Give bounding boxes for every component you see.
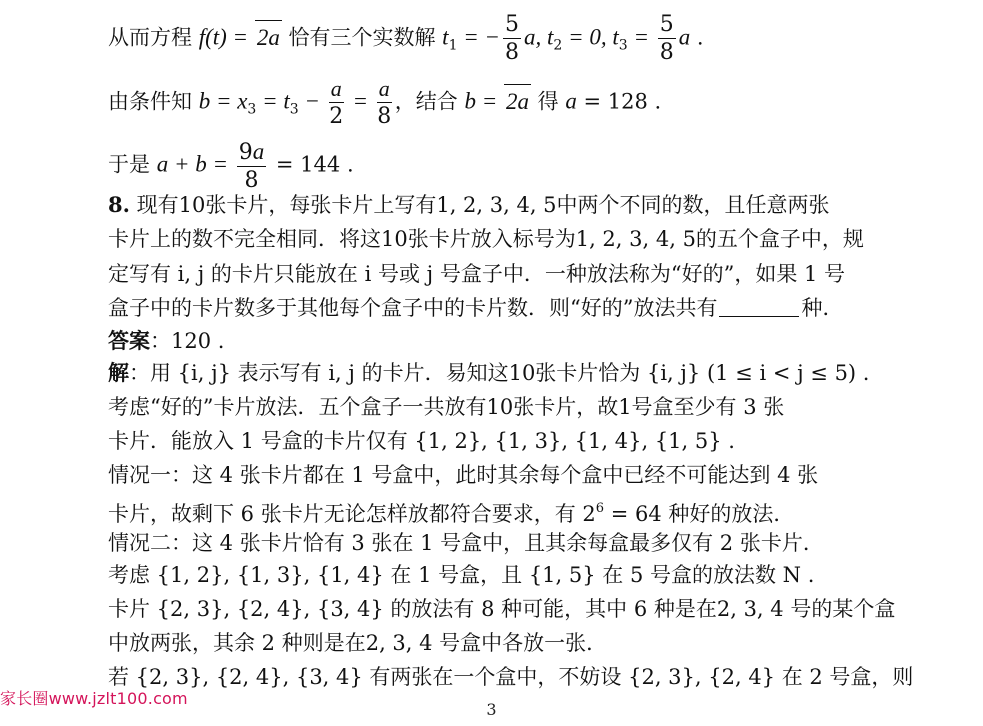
problem-8-line-2 [108,222,898,256]
solution-label: 解 [108,360,129,385]
answer-label: 答案 [108,328,150,353]
fraction-a-8: $\frac{a}{8}$ [377,76,392,129]
problem-number: 8. [108,192,130,217]
case-two-line-2 [108,558,898,592]
case-two-line-3 [108,592,898,626]
case-two-line-1 [108,526,898,560]
line-text: = 64 种好的放法． [604,502,795,526]
line-text: 现有10张卡片，每张卡片上写有1, 2, 3, 4, 5中两个不同的数，且任意两张 [129,193,830,217]
page-number: 3 [486,700,497,719]
line-text: 卡片 {2, 3}, {2, 4}, {3, 4} 的放法有 8 种可能，其中 6 种是在2, 3, 4 号的某个盒 [108,597,896,621]
line-text: 卡片上的数不完全相同．将这10张卡片放入标号为1, 2, 3, 4, 5的五个盒子中，规 [108,227,864,251]
equation-f-t: f [198,24,206,50]
site-watermark: 家长圈www.jzlt100.com [0,689,188,708]
line-text: 恰有三个实数解 [281,25,443,50]
solution-line-3: 于是 a + b = $\frac{9a}{8}$ = 144 . [108,139,354,193]
problem-8-line-4 [108,291,898,325]
case-one-line-1 [108,458,898,492]
line-text: 卡片．能放入 1 号盒的卡片仅有 {1, 2}, {1, 3}, {1, 4}, {1, 5} . [108,429,735,453]
problem-8-line-3 [108,257,898,291]
line-text: 由条件知 [108,89,199,114]
sqrt-2a: 2a [255,20,282,55]
answer-value: ：120 . [150,329,225,353]
answer-blank [719,298,799,317]
line-text: 盒子中的卡片数多于其他每个盒子中的卡片数．则“好的”放法共有 [108,296,718,320]
fraction-9a-8: $\frac{9a}{8}$ [238,139,265,193]
line-text: 于是 [108,152,157,177]
line-text: 中放两张，其余 2 种则是在2, 3, 4 号盒中各放一张． [108,631,608,655]
line-text: ：用 {i, j} 表示写有 i, j 的卡片．易知这10张卡片恰为 {i, j} (1 ≤ i < j ≤ 5) . [129,361,870,385]
solution-line-2: 由条件知 $b = x_3 = t_3$ − $\frac{a}{2}$ = $\frac{a}{8}$ ，结合 b = 2a 得 a = 128 . [108,76,662,129]
fraction-5-8: $\frac{5}{8}$ [505,12,520,65]
fraction-5-8: $\frac{5}{8}$ [659,12,674,65]
line-text: 种． [801,296,844,320]
line-text: 情况一：这 4 张卡片都在 1 号盒中，此时其余每个盒中已经不可能达到 4 张 [108,463,819,487]
line-text: 情况二：这 4 张卡片恰有 3 张在 1 号盒中，且其余每盒最多仅有 2 张卡片． [108,531,824,555]
case-two-line-5 [108,660,914,694]
case-two-line-4 [108,626,898,660]
solution-intro-line [108,356,898,390]
sqrt-2a: 2a [504,84,531,119]
fraction-a-2: $\frac{a}{2}$ [329,76,344,129]
exponent: 6 [595,501,605,516]
line-text: 考虑 {1, 2}, {1, 3}, {1, 4} 在 1 号盒，且 {1, 5} 在 5 号盒的放法数 N . [108,563,815,587]
line-text: 若 {2, 3}, {2, 4}, {3, 4} 有两张在一个盒中，不妨设 {2, 3}, {2, 4} 在 2 号盒，则 [108,665,914,689]
solution-line-1: 从而方程 f(t) = 2a 恰有三个实数解 $t_1$ = − $\frac{5}{8}$ a, $t_2 = 0$, $t_3$ = $\frac{5}{8}$ a . [108,12,704,65]
solution-line-5 [108,424,898,458]
line-text: 考虑“好的”卡片放法．五个盒子一共放有10张卡片，故1号盒至少有 3 张 [108,395,785,419]
line-text: 卡片，故剩下 6 张卡片无论怎样放都符合要求，有 2 [108,502,596,526]
problem-8-line-1 [108,188,898,222]
solution-line-4 [108,390,898,424]
line-text: 定写有 i, j 的卡片只能放在 i 号或 j 号盒子中．一种放法称为“好的”，如果 1 号 [108,262,846,286]
line-text: 从而方程 [108,25,199,50]
answer-line [108,324,898,358]
case-one-line-2 [108,492,898,526]
